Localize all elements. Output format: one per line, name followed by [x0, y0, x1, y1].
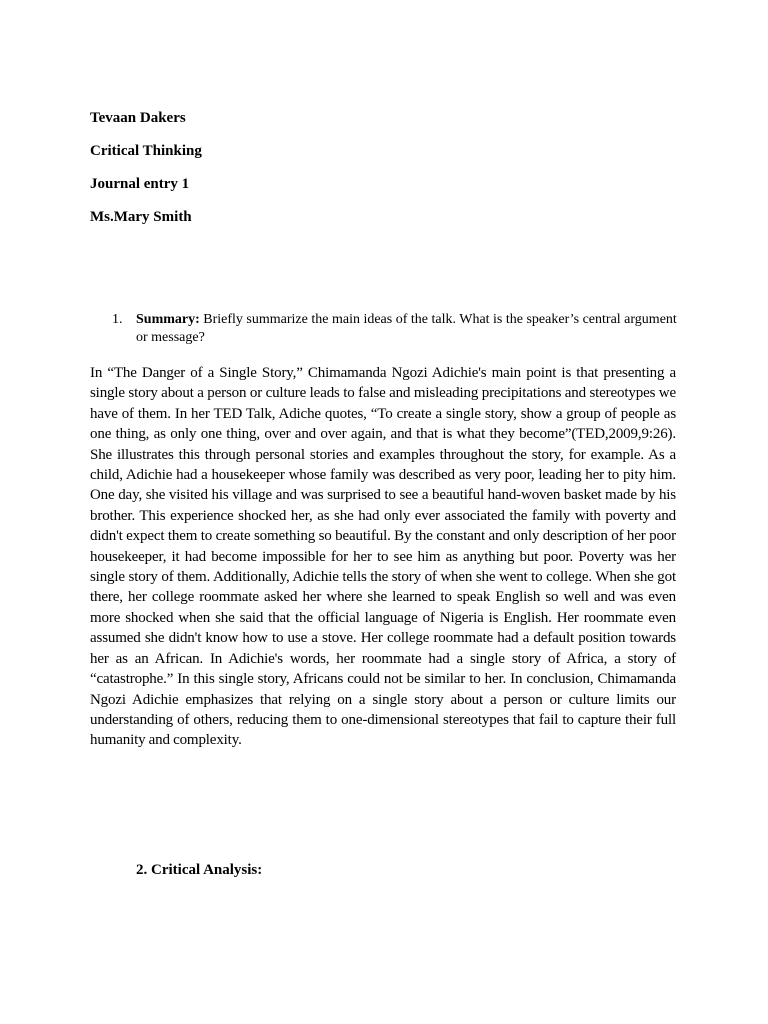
teacher-name: Ms.Mary Smith [90, 209, 192, 225]
journal-entry-title: Journal entry 1 [90, 176, 190, 192]
question-number: 1. [112, 312, 123, 327]
question-text: Briefly summarize the main ideas of the talk. What is the speaker’s central argument or message? [136, 312, 677, 345]
critical-analysis-heading: 2. Critical Analysis: [136, 862, 263, 878]
summary-answer-paragraph: In “The Danger of a Single Story,” Chimamanda Ngozi Adichie's main point is that presenting a single story about a person or culture leads to false and misleading precipitations and stereotypes we have of them. In her TED Talk, Adiche quotes, “To create a single story, show a group of people as one thing, as only one thing, over and over again, and that is what they become”(TED,2009,9:26). She illustrates this through personal stories and examples throughout the story, for example. As a child, Adichie had a housekeeper whose family was described as very poor, leading her to pity him. One day, she visited his village and was surprised to see a beautiful hand-woven basket made by his brother. This experience shocked her, as she had only ever associated the family with poverty and didn't expect them to create something so beautiful. By the constant and only description of her poor housekeeper, it had become impossible for her to see him as anything but poor. Poverty was her single story of them. Additionally, Adichie tells the story of when she went to college. When she got there, her college roommate asked her where she learned to speak English so well and was even more shocked when she said that the official language of Nigeria is English. Her roommate even assumed she didn't know how to use a stove. Her college roommate had a default position towards her as an African. In Adichie's words, her roommate had a single story of Africa, a story of “catastrophe.” In this single story, Africans could not be similar to her. In conclusion, Chimamanda Ngozi Adichie emphasizes that relying on a single story about a person or culture limits our understanding of others, reducing them to one-dimensional stereotypes that fail to capture their full humanity and complexity. [90, 365, 676, 749]
question-label: Summary: [136, 312, 200, 327]
question-summary [112, 311, 678, 347]
course-title: Critical Thinking [90, 143, 202, 159]
student-name: Tevaan Dakers [90, 110, 186, 126]
question-text-block [136, 311, 678, 347]
